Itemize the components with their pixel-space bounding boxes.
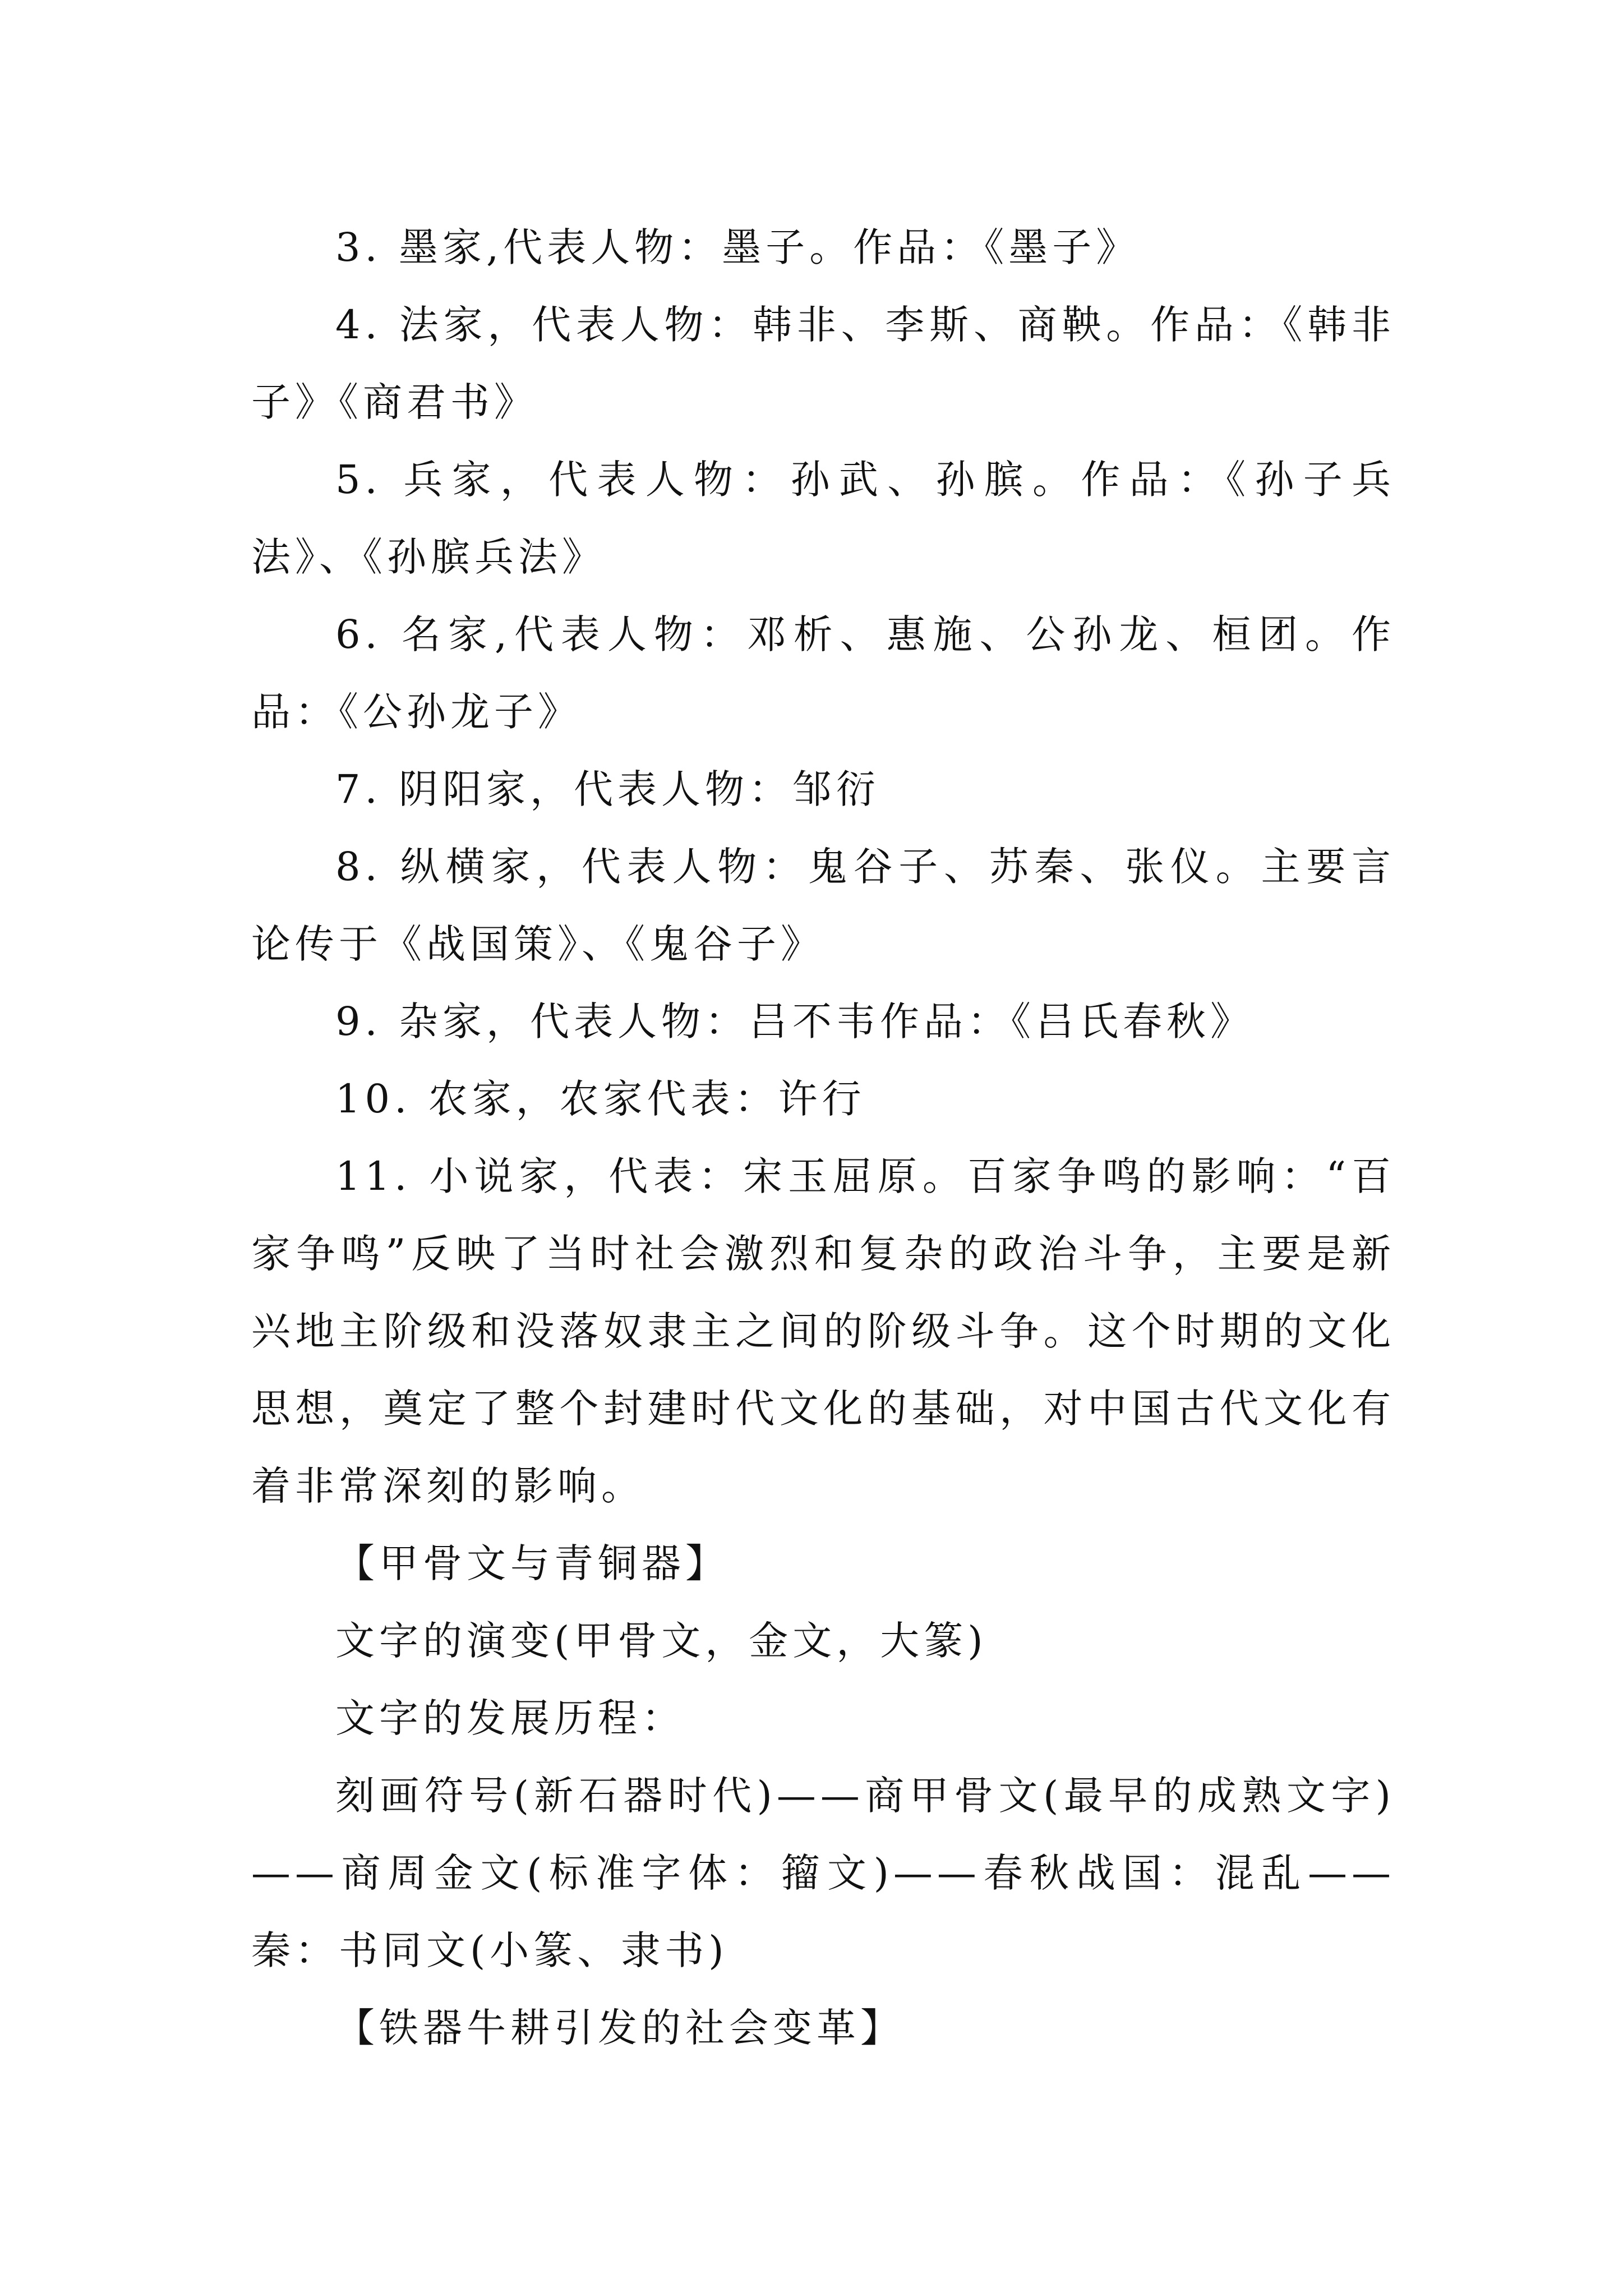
document-body [251, 209, 1395, 2067]
paragraph-legalist: 4. 法家，代表人物：韩非、李斯、商鞅。作品：《韩非子》《商君书》 [251, 302, 1395, 425]
paragraph-logicians: 6. 名家,代表人物：邓析、惠施、公孙龙、桓团。作品：《公孙龙子》 [251, 611, 1395, 735]
section-heading-iron-plough: 【铁器牛耕引发的社会变革】 [335, 2005, 904, 2051]
paragraph-diplomatists: 8. 纵横家，代表人物：鬼谷子、苏秦、张仪。主要言论传于《战国策》、《鬼谷子》 [251, 844, 1395, 967]
paragraph-script-timeline: 刻画符号(新石器时代)——商甲骨文(最早的成熟文字)——商周金文(标准字体：籀文)——春秋战国：混乱——秦：书同文(小篆、隶书) [251, 1773, 1395, 1973]
paragraph-mohist: 3. 墨家,代表人物：墨子。作品：《墨子》 [335, 224, 1140, 270]
paragraph-script-evolution: 文字的演变(甲骨文，金文，大篆) [335, 1618, 988, 1664]
paragraph-eclectics: 9. 杂家，代表人物：吕不韦作品：《吕氏春秋》 [335, 999, 1255, 1045]
paragraph-agriculturalists: 10. 农家，农家代表：许行 [335, 1076, 866, 1122]
paragraph-yinyang: 7. 阴阳家，代表人物：邹衍 [335, 766, 880, 812]
paragraph-script-history-label: 文字的发展历程： [335, 1695, 685, 1741]
paragraph-military: 5. 兵家，代表人物：孙武、孙膑。作品：《孙子兵法》、《孙膑兵法》 [251, 457, 1395, 580]
section-heading-oracle-bronze: 【甲骨文与青铜器】 [335, 1540, 729, 1586]
paragraph-novelists-influence: 11. 小说家，代表：宋玉屈原。百家争鸣的影响：“百家争鸣”反映了当时社会激烈和复杂的政治斗争，主要是新兴地主阶级和没落奴隶主之间的阶级斗争。这个时期的文化思想，奠定了整个封建时代文化的基础，对中国古代文化有着非常深刻的影响。 [251, 1153, 1395, 1509]
